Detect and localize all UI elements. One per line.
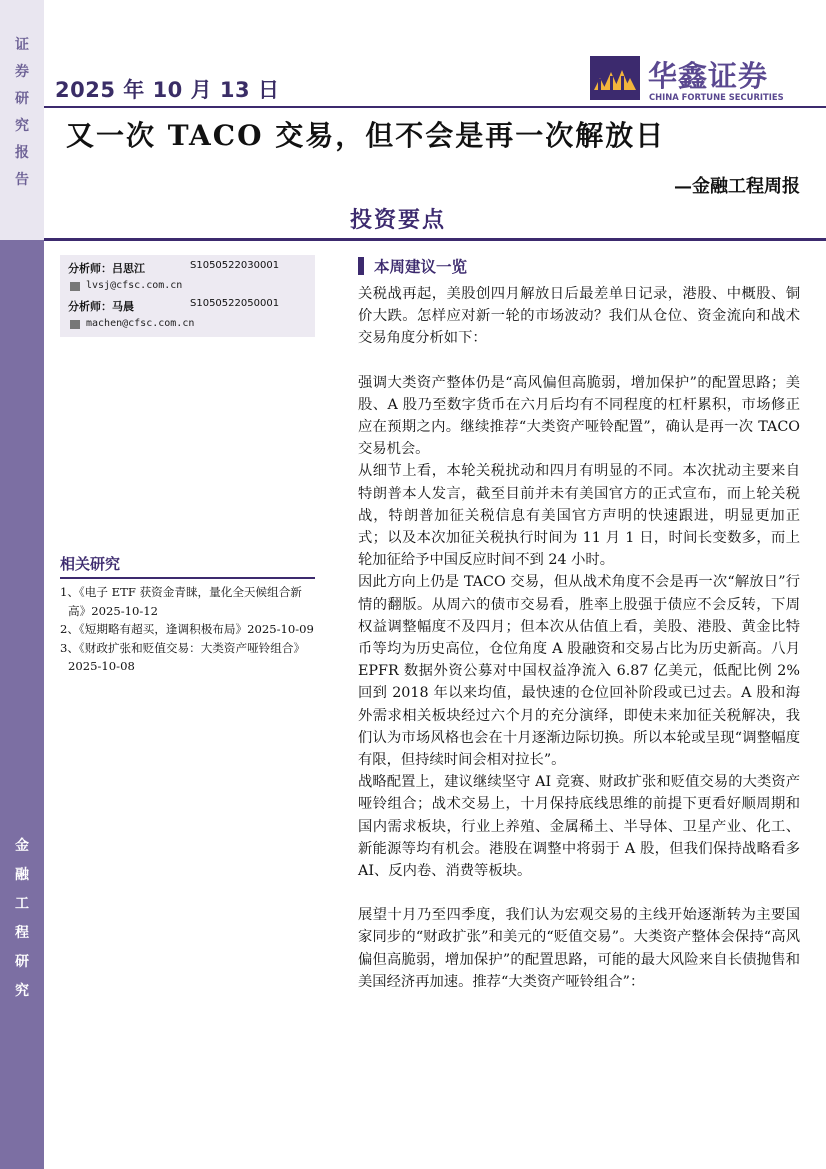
recommendation-heading-text: 本周建议一览 <box>374 257 468 276</box>
analyst-email[interactable] <box>72 280 182 291</box>
analyst-email-text: lvsj@cfsc.com.cn <box>86 280 183 291</box>
analyst-name: 分析师：吕思江 <box>68 262 145 275</box>
recommendation-heading <box>358 255 800 277</box>
body-paragraph: 展望十月乃至四季度，我们认为宏观交易的主线开始逐渐转为主要国家同步的“财政扩张”和美元的“贬值交易”。大类资产整体会保持“高风偏但高脆弱，增加保护”的配置思路，可能的最大风险来自长债抛售和美国经济再加速。推荐“大类资产哑铃组合”： <box>358 907 800 990</box>
header-divider <box>44 106 826 108</box>
report-type-label: 证 券 研 究 报 告 <box>15 37 29 188</box>
section-heading: 投资要点 <box>350 207 447 233</box>
analyst-cert-code: S1050522030001 <box>190 260 280 271</box>
related-research-item[interactable]: 3、《财政扩张和贬值交易：大类资产哑铃组合》2025-10-08 <box>60 640 306 673</box>
brand-name-en: CHINA FORTUNE SECURITIES <box>649 92 784 102</box>
body-paragraph: 从细节上看，本轮关税扰动和四月有明显的不同。本次扰动主要来自特朗普本人发言，截至目前并未有美国官方的正式宣布，而上轮关税战，特朗普加征关税信息有美国官方声明的快速跟进，明显更加正式；以及本次加征关税执行时间为 11 月 1 日，时间长变数多，而上轮加征给予中国反应时间不到 24 小时。 <box>358 463 800 569</box>
left-column <box>60 255 315 337</box>
analyst-row <box>68 260 280 276</box>
analyst-panel <box>60 255 315 337</box>
analyst-name: 分析师：马晨 <box>68 300 134 313</box>
report-title: 又一次 TACO 交易，但不会是再一次解放日 <box>66 119 666 152</box>
mail-icon <box>70 320 80 329</box>
sidebar <box>0 0 44 1169</box>
report-date: 2025 年 10 月 13 日 <box>55 78 280 102</box>
related-research-item[interactable]: 2、《短期略有超买，逢调积极布局》2025-10-09 <box>60 622 314 636</box>
main-column <box>358 255 800 993</box>
related-research <box>60 553 315 676</box>
report-subtitle: —金融工程周报 <box>674 176 800 197</box>
mail-icon <box>70 282 80 291</box>
body-paragraph: 关税战再起，美股创四月解放日后最差单日记录，港股、中概股、铜价大跌。怎样应对新一轮的市场波动？我们从仓位、资金流向和战术交易角度分析如下： <box>358 286 800 347</box>
heading-bar-icon <box>358 257 364 275</box>
related-research-item[interactable]: 1、《电子 ETF 获资金青睐，量化全天候组合新高》2025-10-12 <box>60 585 302 618</box>
body-paragraph: 因此方向上仍是 TACO 交易，但从战术角度不会是再一次“解放日”行情的翻版。从周六的债市交易看，胜率上股强于债应不会反转，下周权益调整幅度不及四月；但本次从估值上看，美股、港股、黄金比特币等均为历史高位，仓位角度 A 股融资和交易占比为历史新高。八月 EPFR 数据外资公募对中国权益净流入 6.87 亿美元，低配比例 2%回到 2018 年以来均值，最快速的仓位回补阶段或已过去。A 股和海外需求相关板块经过六个月的充分演绎，即使未来加征关税解决，我们认为市场风格也会在十月逐渐边际切换。所以本轮或呈现“调整幅度有限，但持续时间会相对拉长”。 <box>358 574 800 769</box>
analyst-cert-code: S1050522050001 <box>190 298 280 309</box>
body-paragraph: 强调大类资产整体仍是“高风偏但高脆弱，增加保护”的配置思路；美股、A 股乃至数字货币在六月后均有不同程度的杠杆累积，市场修正应在预期之内。继续推荐“大类资产哑铃配置”，确认是再一次 TACO 交易机会。 <box>358 374 800 458</box>
related-research-heading: 相关研究 <box>60 553 315 579</box>
analyst-email-text: machen@cfsc.com.cn <box>86 318 195 329</box>
company-logo <box>590 56 800 106</box>
sidebar-top-panel <box>0 0 44 240</box>
research-category-label: 金 融 工 程 研 究 <box>15 838 29 999</box>
logo-mark-icon <box>590 56 640 100</box>
analyst-row <box>68 298 280 314</box>
analyst-email[interactable] <box>72 318 194 329</box>
brand-name-cn: 华鑫证券 <box>648 59 769 93</box>
section-divider <box>44 238 826 241</box>
recommendation-body <box>358 283 800 993</box>
body-paragraph: 战略配置上，建议继续坚守 AI 竞赛、财政扩张和贬值交易的大类资产哑铃组合；战术交易上，十月保持底线思维的前提下更看好顺周期和国内需求板块，行业上养殖、金属稀土、半导体、卫星产业、化工、新能源等均有机会。港股在调整中将弱于 A 股，但我们保持战略看多 AI、反内卷、消费等板块。 <box>358 774 800 880</box>
related-research-list <box>60 579 315 676</box>
